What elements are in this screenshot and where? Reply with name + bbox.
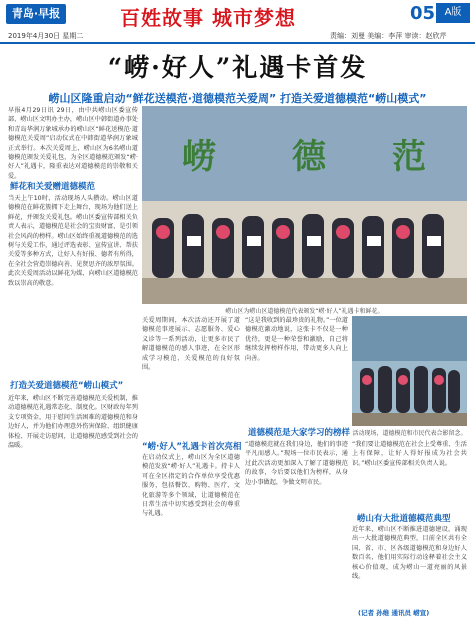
photo-caption: 活动现场，道德模范和市民代表合影留念。 [352,430,467,437]
ceremony-photo-icon [142,106,467,304]
body-paragraph: 在启动仪式上，崂山区为全区道德模范发放“崂·好人”礼遇卡。持卡人可在全区指定的合作单位享受优惠服务，包括餐饮、购物、医疗、文化旅游等多个领域，让道德模范在日常生活中切实感受到社会的尊重与礼遇。 [142,454,240,518]
page-section-label: A版 [436,3,470,23]
section-title-card: “崂·好人”礼遇卡首次亮相 [142,442,242,452]
group-photo [352,316,467,426]
svg-text:崂: 崂 [182,137,216,177]
body-paragraph: “这是我收到的最珍贵的礼物。”一位道德模范激动地说，这张卡不仅是一种优待，更是一种荣誉和激励，自己将继续发挥榜样作用，带动更多人向上向善。 [245,317,348,362]
body-paragraph: “我们要让道德模范在社会上受尊重、生活上有保障，让好人得好报成为社会共识。”崂山区委宣传部相关负责人说。 [352,441,467,467]
byline: (记者 孙维 通讯员 崂宣) [358,609,430,617]
headline: “崂·好人”礼遇卡首发 [107,53,368,82]
svg-text:德: 德 [292,137,326,177]
ceremony-photo [142,106,467,304]
page-slogan: 百姓故事 城市梦想 [120,6,296,30]
section-title-flowers: 鲜花和关爱赠道德模范 [10,182,96,192]
body-paragraph: “道德模范就在我们身边，他们的事迹平凡而感人。”现场一位市民表示，通过此次活动更加深入了解了道德模范的故事，今后要以他们为榜样，从身边小事做起，争做文明市民。 [245,441,348,486]
newspaper-logo: 青岛·早报 [6,4,66,24]
section-title-model: 打造关爱道德模范“崂山模式” [10,381,124,391]
photo-caption: 崂山区为崂山区道德模范代表颁发“崂·好人”礼遇卡和鲜花。 [225,308,384,315]
group-photo-icon [352,316,467,426]
subheadline: 崂山区隆重启动“鲜花送模范·道德模范关爱周” 打造关爱道德模范“崂山模式” [48,92,427,105]
body-paragraph: 近年来，崂山区不断推进道德建设，涌现出一大批道德模范典型，目前全区共有全国、省、市、区各级道德模范和身边好人数百名，他们用实际行动诠释着社会主义核心价值观，成为崂山一道亮丽的风景线。 [352,526,467,581]
svg-text:范: 范 [392,137,426,177]
issue-date: 2019年4月30日 星期二 [8,32,84,40]
editor-credits: 责编：刘曼 美编：李萍 审读：赵欣芹 [330,32,447,40]
page-number: 05 [410,3,436,24]
body-paragraph: 关爱周期间，本次活动还开展了道德模范事迹展示、志愿服务、爱心义诊等一系列活动，让更多市民了解道德模范的感人事迹，在全区形成学习模范、关爱模范的良好氛围。 [142,317,240,372]
body-paragraph: 当天上午10时，活动现场人头攒动。崂山区道德模范在鲜花簇拥下走上舞台，现场为他们送上鲜花，并颁发关爱礼包。崂山区委宣传部相关负责人表示，道德模范是社会的宝贵财富，是引领社会风尚的榜样。崂山区始终重视道德模范的选树与关爱工作，通过评选表彰、宣传宣讲、帮扶关爱等多种方式，让好人有好报、德者有所得，在全社会营造崇德向善、见贤思齐的浓厚氛围。此次关爱周活动以鲜花为媒，向崂山区道德模范致以崇高的敬意。 [8,195,138,287]
lead-paragraph: 早报4月29日讯 29日，由中共崂山区委宣传部、崂山区文明办主办，崂山区中韩街道办事处和青岛华润万象城承办的崂山区“鲜花送模范·道德模范关爱周”启动仪式在中韩街道华润万象城正式举行。本次关爱周上，崂山区为6名崂山道德模范颁发关爱礼包，为全区道德模范颁发“崂·好人”礼遇卡，隆重表达对道德模范的崇敬和关爱。 [8,107,138,180]
body-paragraph: 近年来，崂山区不断完善道德模范关爱机制，推动道德模范礼遇常态化、制度化。区财政每年列支专项资金，用于慰问生活困难的道德模范和身边好人，并为他们办理意外伤害保险、组织健康体检、开展走访慰问，让道德模范感受到社会的温暖。 [8,395,138,450]
section-title-role-model: 道德模范是大家学习的榜样 [248,428,351,438]
section-title-typical: 崂山有大批道德模范典型 [357,514,451,524]
